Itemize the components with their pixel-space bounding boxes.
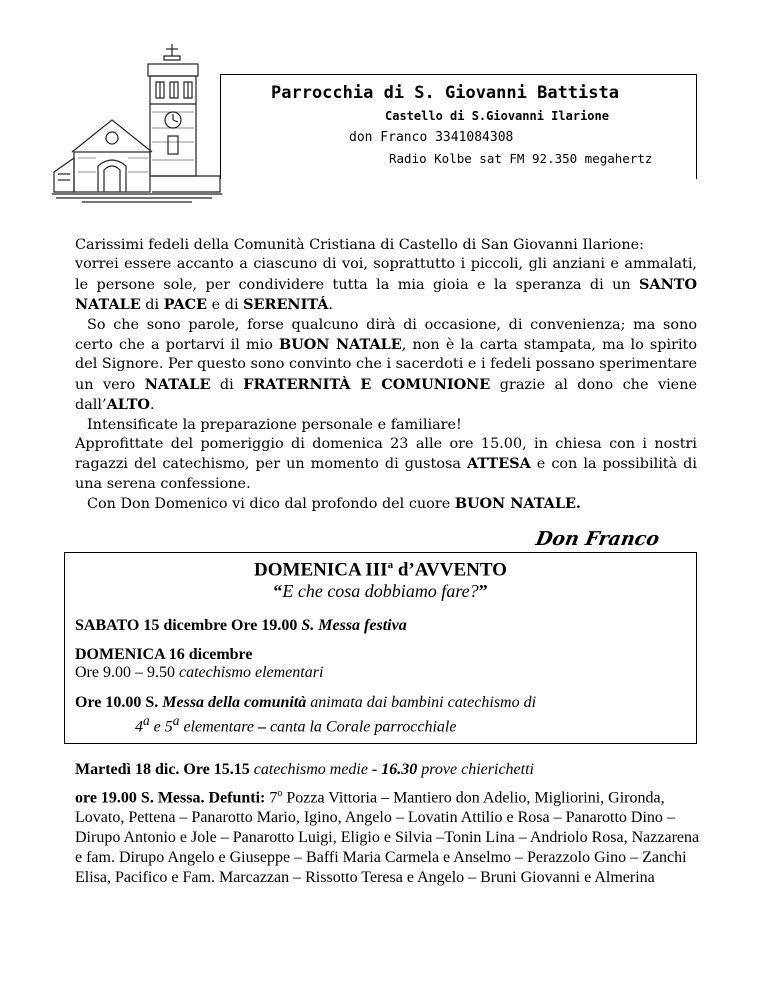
advent-schedule-box — [64, 552, 697, 744]
saturday-mass: SABATO 15 dicembre Ore 19.00 S. Messa festiva — [75, 617, 407, 634]
letter-paragraph-1: vorrei essere accanto a ciascuno di voi, soprattutto i piccoli, gli anziani e ammalati, le persone sole, per condividere tutta la mia gioia e la speranza di un SANTO NATALE di PACE e di SERENITÁ. — [75, 256, 697, 314]
radio-info: Radio Kolbe sat FM 92.350 megahertz — [389, 151, 653, 166]
letter-paragraph-2: So che sono parole, forse qualcuno dirà di occasione, di convenienza; ma sono certo che a portarvi il mio BUON NATALE, non è la carta stampata, ma lo spirito del Signore. Per questo sono convinto che i sacerdoti e i fedeli possano sperimentare un vero NATALE di FRATERNITÀ E COMUNIONE grazie al dono che viene dall’ALTO. — [75, 316, 698, 414]
letter-salutation: Carissimi fedeli della Comunità Cristiana di Castello di San Giovanni Ilarione: — [75, 237, 644, 253]
community-mass: Ore 10.00 S. Messa della comunità animata dai bambini catechismo di — [75, 694, 537, 711]
letter-paragraph-4: Approfittate del pomeriggio di domenica 23 alle ore 15.00, in chiesa con i nostri ragazzi del catechismo, per un momento di gustosa ATTESA e con la possibilità di una serena confessione. — [75, 436, 697, 492]
advent-quote: “E che cosa dobbiamo fare?” — [273, 581, 488, 601]
church-illustration — [52, 42, 222, 207]
letter-paragraph-5: Con Don Domenico vi dico dal profondo del cuore BUON NATALE. — [87, 495, 581, 513]
parish-location: Castello di S.Giovanni Ilarione — [385, 109, 609, 123]
advent-title: DOMENICA III$^a$ d’AVVENTO — [254, 559, 507, 581]
parish-header-box — [220, 74, 697, 179]
tuesday-schedule: Martedì 18 dic. Ore 15.15 catechismo medie - 16.30 prove chierichetti — [75, 761, 534, 778]
community-mass-details: 4$^a$ e 5$^a$ elementare – canta la Corale parrocchiale — [135, 713, 457, 736]
letter-paragraph-3: Intensificate la preparazione personale e familiare! — [87, 416, 462, 433]
weekday-schedule — [75, 760, 700, 888]
priest-contact: don Franco 3341084308 — [349, 130, 514, 145]
sunday-date: DOMENICA 16 dicembre — [75, 646, 253, 663]
sunday-catechism: Ore 9.00 – 9.50 catechismo elementari — [75, 664, 324, 681]
signature: Don Franco — [534, 528, 662, 550]
parish-title: Parrocchia di S. Giovanni Battista — [271, 83, 619, 103]
christmas-letter — [75, 236, 697, 515]
deceased-mass: ore 19.00 S. Messa. Defunti: 7$^o$ Pozza Vittoria – Mantiero don Adelio, Migliorini, Gironda, Lovato, Pettena – Panarotto Mario, Igino, Angelo – Lovatin Attilio e Rosa – Panarotto Dino – Dirupo Antonio e Jole – Panarotto Luigi, Eligio e Silvia –Tonin Lina – Andriolo Rosa, Nazzarena e fam. Dirupo Angelo e Giuseppe – Baffi Maria Carmela e Anselmo – Perazzolo Gino – Zanchi Elisa, Pacifico e Fam. Marcazzan – Rissotto Teresa e Angelo – Bruni Giovanni e Almerina — [75, 788, 700, 887]
